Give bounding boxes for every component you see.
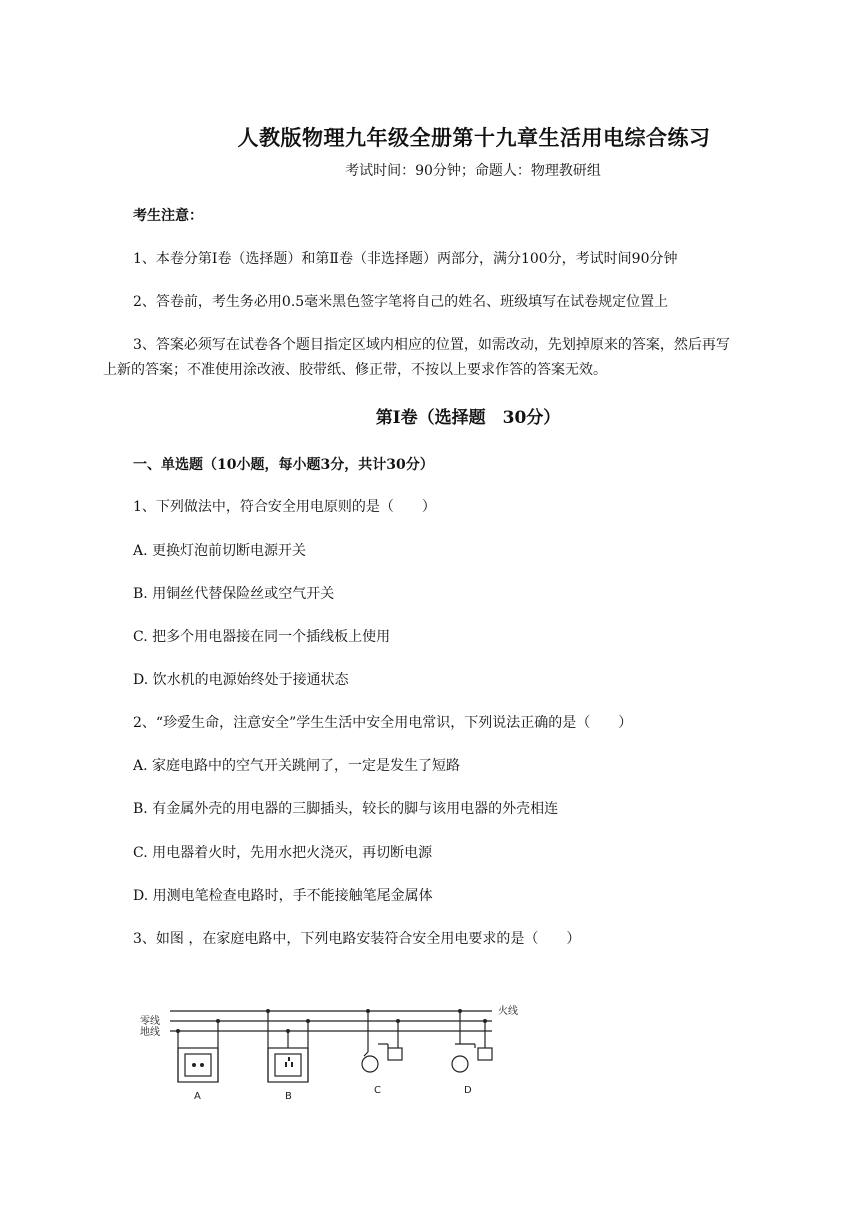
option-b: B. 有金属外壳的用电器的三脚插头，较长的脚与该用电器的外壳相连 bbox=[133, 801, 559, 817]
exam-info: 考试时间：90分钟；命题人：物理教研组 bbox=[345, 163, 601, 179]
ground-wire-label: 地线 bbox=[140, 1027, 160, 1038]
question-stem: 1、下列做法中，符合安全用电原则的是（ ） bbox=[133, 499, 436, 515]
page-title: 人教版物理九年级全册第十九章生活用电综合练习 bbox=[237, 125, 711, 150]
option-b: B. 用铜丝代替保险丝或空气开关 bbox=[133, 586, 335, 602]
notice-item: 1、本卷分第Ⅰ卷（选择题）和第Ⅱ卷（非选择题）两部分，满分100分，考试时间90分钟 bbox=[133, 251, 678, 267]
question-stem: 3、如图 ，在家庭电路中，下列电路安装符合安全用电要求的是（ ） bbox=[133, 931, 581, 947]
part-heading: 一、单选题（10小题，每小题3分，共计30分） bbox=[133, 457, 434, 473]
notice-item-continued: 上新的答案；不准使用涂改液、胶带纸、修正带，不按以上要求作答的答案无效。 bbox=[103, 362, 607, 378]
question-stem: 2、“珍爱生命，注意安全”学生生活中安全用电常识，下列说法正确的是（ ） bbox=[133, 715, 633, 731]
socket-a bbox=[178, 1021, 218, 1082]
option-c: C. 把多个用电器接在同一个插线板上使用 bbox=[133, 629, 391, 645]
notice-heading: 考生注意： bbox=[133, 208, 203, 224]
option-c: C. 用电器着火时，先用水把火浇灭，再切断电源 bbox=[133, 845, 433, 861]
option-a: A. 更换灯泡前切断电源开关 bbox=[133, 543, 307, 559]
part-label-d: D bbox=[464, 1085, 472, 1096]
lamp-c bbox=[362, 1011, 402, 1072]
option-d: D. 用测电笔检查电路时，手不能接触笔尾金属体 bbox=[133, 888, 433, 904]
part-label-b: B bbox=[285, 1091, 292, 1102]
option-a: A. 家庭电路中的空气开关跳闸了，一定是发生了短路 bbox=[133, 758, 461, 774]
live-wire-label: 火线 bbox=[498, 1006, 518, 1017]
notice-item: 2、答卷前，考生务必用0.5毫米黑色签字笔将自己的姓名、班级填写在试卷规定位置上 bbox=[133, 294, 669, 310]
circuit-diagram bbox=[130, 1000, 530, 1110]
notice-item: 3、答案必须写在试卷各个题目指定区域内相应的位置，如需改动，先划掉原来的答案，然后再写 bbox=[133, 337, 730, 353]
part-label-a: A bbox=[194, 1091, 201, 1102]
section-title: 第Ⅰ卷（选择题 30分） bbox=[375, 408, 561, 428]
neutral-wire-label: 零线 bbox=[140, 1016, 160, 1027]
option-d: D. 饮水机的电源始终处于接通状态 bbox=[133, 672, 349, 688]
socket-b bbox=[268, 1011, 308, 1082]
part-label-c: C bbox=[374, 1085, 381, 1096]
